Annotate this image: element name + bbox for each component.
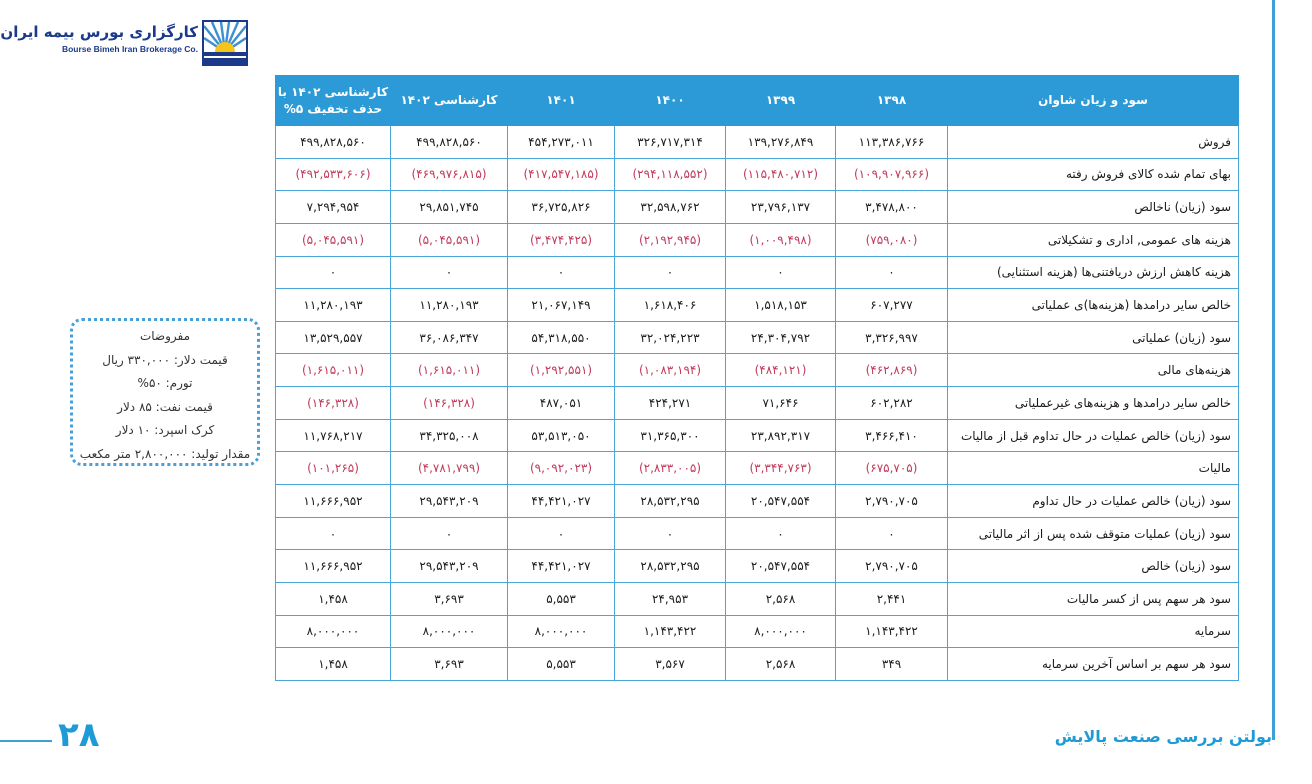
row-value: ۲,۷۹۰,۷۰۵ (836, 550, 948, 583)
row-value: (۴۶۹,۹۷۶,۸۱۵) (391, 158, 508, 191)
row-value: (۳,۳۴۴,۷۶۳) (726, 452, 836, 485)
row-value: ۳,۶۹۳ (391, 582, 508, 615)
row-value: ۱,۱۴۳,۴۲۲ (836, 615, 948, 648)
row-value: ۳,۵۶۷ (615, 648, 726, 681)
row-value: ۲۱,۰۶۷,۱۴۹ (508, 289, 615, 322)
row-value: ۶۰۲,۲۸۲ (836, 387, 948, 420)
row-value: ۱۱۳,۳۸۶,۷۶۶ (836, 126, 948, 159)
row-value: ۲۹,۸۵۱,۷۴۵ (391, 191, 508, 224)
row-value: ۳۲,۰۲۴,۲۲۳ (615, 321, 726, 354)
row-value: (۵,۰۴۵,۵۹۱) (391, 223, 508, 256)
row-value: ۰ (726, 256, 836, 289)
row-value: ۱,۴۵۸ (276, 582, 391, 615)
row-value: ۰ (615, 256, 726, 289)
row-label: سرمایه (948, 615, 1239, 648)
row-value: ۸,۰۰۰,۰۰۰ (508, 615, 615, 648)
header-year: ۱۳۹۹ (726, 76, 836, 126)
table-row (276, 582, 1239, 615)
table-header-row (276, 76, 1239, 126)
table-row (276, 452, 1239, 485)
table-row (276, 191, 1239, 224)
row-value: ۲۹,۵۴۳,۲۰۹ (391, 550, 508, 583)
table-body (276, 126, 1239, 681)
row-value: ۲,۵۶۸ (726, 648, 836, 681)
table-row (276, 289, 1239, 322)
right-border-rule (1272, 0, 1275, 740)
row-value: ۷۱,۶۴۶ (726, 387, 836, 420)
table-row (276, 387, 1239, 420)
table-row (276, 126, 1239, 159)
row-value: ۱۱,۶۶۶,۹۵۲ (276, 550, 391, 583)
row-value: (۱۰۱,۲۶۵) (276, 452, 391, 485)
row-value: (۴۱۷,۵۴۷,۱۸۵) (508, 158, 615, 191)
row-value: ۳,۴۷۸,۸۰۰ (836, 191, 948, 224)
row-label: سود (زیان) عملیاتی (948, 321, 1239, 354)
row-value: ۳,۴۶۶,۴۱۰ (836, 419, 948, 452)
row-value: ۳۴۹ (836, 648, 948, 681)
header-item: سود و زیان شاوان (948, 76, 1239, 126)
row-label: سود (زیان) خالص عملیات در حال تداوم قبل از مالیات (948, 419, 1239, 452)
row-value: ۰ (391, 517, 508, 550)
row-value: ۰ (836, 517, 948, 550)
row-value: ۱۳,۵۲۹,۵۵۷ (276, 321, 391, 354)
assumption-crack-spread: کرک اسپرد: ۱۰ دلار (115, 423, 215, 438)
row-value: ۵,۵۵۳ (508, 582, 615, 615)
table-row (276, 648, 1239, 681)
row-value: ۳۶,۰۸۶,۳۴۷ (391, 321, 508, 354)
row-value: ۳۶,۷۲۵,۸۲۶ (508, 191, 615, 224)
assumption-production-volume: مقدار تولید: ۲,۸۰۰,۰۰۰ متر مکعب (79, 446, 251, 461)
row-value: ۴۹۹,۸۲۸,۵۶۰ (391, 126, 508, 159)
row-value: (۱۴۶,۳۲۸) (391, 387, 508, 420)
row-value: (۱,۰۰۹,۴۹۸) (726, 223, 836, 256)
row-value: ۰ (836, 256, 948, 289)
row-label: فروش (948, 126, 1239, 159)
row-value: ۱,۱۴۳,۴۲۲ (615, 615, 726, 648)
row-value: ۱,۶۱۸,۴۰۶ (615, 289, 726, 322)
row-label: سود (زیان) ناخالص (948, 191, 1239, 224)
table-row (276, 517, 1239, 550)
row-value: ۲۰,۵۴۷,۵۵۴ (726, 550, 836, 583)
header-year: کارشناسی ۱۴۰۲ (391, 76, 508, 126)
row-value: ۱,۵۱۸,۱۵۳ (726, 289, 836, 322)
row-value: ۲۳,۷۹۶,۱۳۷ (726, 191, 836, 224)
row-value: (۴۹۲,۵۳۳,۶۰۶) (276, 158, 391, 191)
row-value: ۳۲۶,۷۱۷,۳۱۴ (615, 126, 726, 159)
row-value: ۲۸,۵۳۲,۲۹۵ (615, 550, 726, 583)
row-value: ۲۹,۵۴۳,۲۰۹ (391, 485, 508, 518)
table-row (276, 256, 1239, 289)
row-value: (۲۹۴,۱۱۸,۵۵۲) (615, 158, 726, 191)
assumptions-box (70, 318, 260, 466)
row-value: (۱,۰۸۳,۱۹۴) (615, 354, 726, 387)
row-label: سود هر سهم پس از کسر مالیات (948, 582, 1239, 615)
table-row (276, 419, 1239, 452)
row-value: ۲۴,۹۵۳ (615, 582, 726, 615)
header-year: کارشناسی ۱۴۰۲ با حذف تخفیف ۵% (276, 76, 391, 126)
row-value: ۴۹۹,۸۲۸,۵۶۰ (276, 126, 391, 159)
row-value: (۴۶۲,۸۶۹) (836, 354, 948, 387)
table-row (276, 354, 1239, 387)
header-year: ۱۴۰۱ (508, 76, 615, 126)
row-value: ۱۱,۷۶۸,۲۱۷ (276, 419, 391, 452)
row-value: ۰ (726, 517, 836, 550)
row-label: هزینه های عمومی, اداری و تشکیلاتی (948, 223, 1239, 256)
row-value: ۰ (276, 517, 391, 550)
row-value: ۱۱,۲۸۰,۱۹۳ (391, 289, 508, 322)
row-value: ۱,۴۵۸ (276, 648, 391, 681)
row-label: خالص سایر درامدها و هزینه‌های غیرعملیاتی (948, 387, 1239, 420)
table-row (276, 223, 1239, 256)
row-value: ۶۰۷,۲۷۷ (836, 289, 948, 322)
row-value: (۴,۷۸۱,۷۹۹) (391, 452, 508, 485)
row-value: (۲,۸۳۳,۰۰۵) (615, 452, 726, 485)
page-number: ۲۸ (58, 715, 100, 755)
row-value: (۲,۱۹۲,۹۴۵) (615, 223, 726, 256)
row-value: ۵,۵۵۳ (508, 648, 615, 681)
logo-name-fa: کارگزاری بورس بیمه ایران (0, 23, 198, 41)
table-row (276, 485, 1239, 518)
row-value: ۱۱,۶۶۶,۹۵۲ (276, 485, 391, 518)
row-value: (۴۸۴,۱۲۱) (726, 354, 836, 387)
row-value: (۷۵۹,۰۸۰) (836, 223, 948, 256)
sunrise-logo-icon (202, 20, 248, 66)
row-value: (۶۷۵,۷۰۵) (836, 452, 948, 485)
row-value: ۵۳,۵۱۳,۰۵۰ (508, 419, 615, 452)
row-value: (۱,۶۱۵,۰۱۱) (391, 354, 508, 387)
row-value: ۲۳,۸۹۲,۳۱۷ (726, 419, 836, 452)
brokerage-logo (0, 20, 260, 70)
row-value: (۱۱۵,۴۸۰,۷۱۲) (726, 158, 836, 191)
page-number-line (0, 740, 52, 742)
row-value: ۴۵۴,۲۷۳,۰۱۱ (508, 126, 615, 159)
logo-name-en: Bourse Bimeh Iran Brokerage Co. (61, 44, 198, 54)
row-value: (۱۴۶,۳۲۸) (276, 387, 391, 420)
row-value: (۹,۰۹۲,۰۲۳) (508, 452, 615, 485)
row-value: ۰ (615, 517, 726, 550)
row-value: ۴۲۴,۲۷۱ (615, 387, 726, 420)
bulletin-title: بولتن بررسی صنعت پالایش (1054, 727, 1272, 746)
assumption-inflation: تورم: ۵۰% (137, 376, 193, 391)
row-label: مالیات (948, 452, 1239, 485)
row-label: سود (زیان) خالص عملیات در حال تداوم (948, 485, 1239, 518)
row-value: ۲,۴۴۱ (836, 582, 948, 615)
row-value: ۵۴,۳۱۸,۵۵۰ (508, 321, 615, 354)
table-row (276, 550, 1239, 583)
row-label: هزینه‌های مالی (948, 354, 1239, 387)
row-value: ۴۴,۴۲۱,۰۲۷ (508, 550, 615, 583)
row-value: ۲۸,۵۳۲,۲۹۵ (615, 485, 726, 518)
table-row (276, 158, 1239, 191)
table-row (276, 615, 1239, 648)
row-value: (۱,۲۹۲,۵۵۱) (508, 354, 615, 387)
row-value: ۸,۰۰۰,۰۰۰ (391, 615, 508, 648)
row-value: ۲۰,۵۴۷,۵۵۴ (726, 485, 836, 518)
row-value: ۴۸۷,۰۵۱ (508, 387, 615, 420)
row-value: ۴۴,۴۲۱,۰۲۷ (508, 485, 615, 518)
assumptions-title: مفروضات (139, 329, 191, 343)
row-value: ۳,۳۲۶,۹۹۷ (836, 321, 948, 354)
income-statement-table (275, 75, 1239, 681)
row-label: سود هر سهم بر اساس آخرین سرمایه (948, 648, 1239, 681)
assumption-oil-price: قیمت نفت: ۸۵ دلار (117, 399, 213, 414)
row-label: بهای تمام شده کالای فروش رفته (948, 158, 1239, 191)
row-value: ۲۴,۳۰۴,۷۹۲ (726, 321, 836, 354)
row-value: ۰ (391, 256, 508, 289)
row-label: خالص سایر درامدها (هزینه‌ها)ی عملیاتی (948, 289, 1239, 322)
row-label: سود (زیان) عملیات متوقف شده پس از اثر مالیاتی (948, 517, 1239, 550)
row-value: (۱۰۹,۹۰۷,۹۶۶) (836, 158, 948, 191)
row-value: ۱۳۹,۲۷۶,۸۴۹ (726, 126, 836, 159)
row-value: ۲,۷۹۰,۷۰۵ (836, 485, 948, 518)
row-value: ۸,۰۰۰,۰۰۰ (726, 615, 836, 648)
row-label: هزینه کاهش ارزش دریافتنی‌ها (هزینه استثنایی) (948, 256, 1239, 289)
row-value: ۰ (508, 517, 615, 550)
row-value: ۳۲,۵۹۸,۷۶۲ (615, 191, 726, 224)
header-year: ۱۳۹۸ (836, 76, 948, 126)
row-value: ۰ (276, 256, 391, 289)
row-value: (۱,۶۱۵,۰۱۱) (276, 354, 391, 387)
row-label: سود (زیان) خالص (948, 550, 1239, 583)
row-value: ۷,۲۹۴,۹۵۴ (276, 191, 391, 224)
row-value: ۳۱,۳۶۵,۳۰۰ (615, 419, 726, 452)
row-value: ۲,۵۶۸ (726, 582, 836, 615)
assumption-dollar-price: قیمت دلار: ۳۳۰,۰۰۰ ریال (102, 352, 228, 367)
row-value: ۳۴,۳۲۵,۰۰۸ (391, 419, 508, 452)
logo-text (0, 23, 198, 54)
row-value: ۱۱,۲۸۰,۱۹۳ (276, 289, 391, 322)
header-year: ۱۴۰۰ (615, 76, 726, 126)
row-value: ۰ (508, 256, 615, 289)
table-row (276, 321, 1239, 354)
row-value: (۵,۰۴۵,۵۹۱) (276, 223, 391, 256)
row-value: ۸,۰۰۰,۰۰۰ (276, 615, 391, 648)
row-value: (۳,۴۷۴,۴۲۵) (508, 223, 615, 256)
row-value: ۳,۶۹۳ (391, 648, 508, 681)
